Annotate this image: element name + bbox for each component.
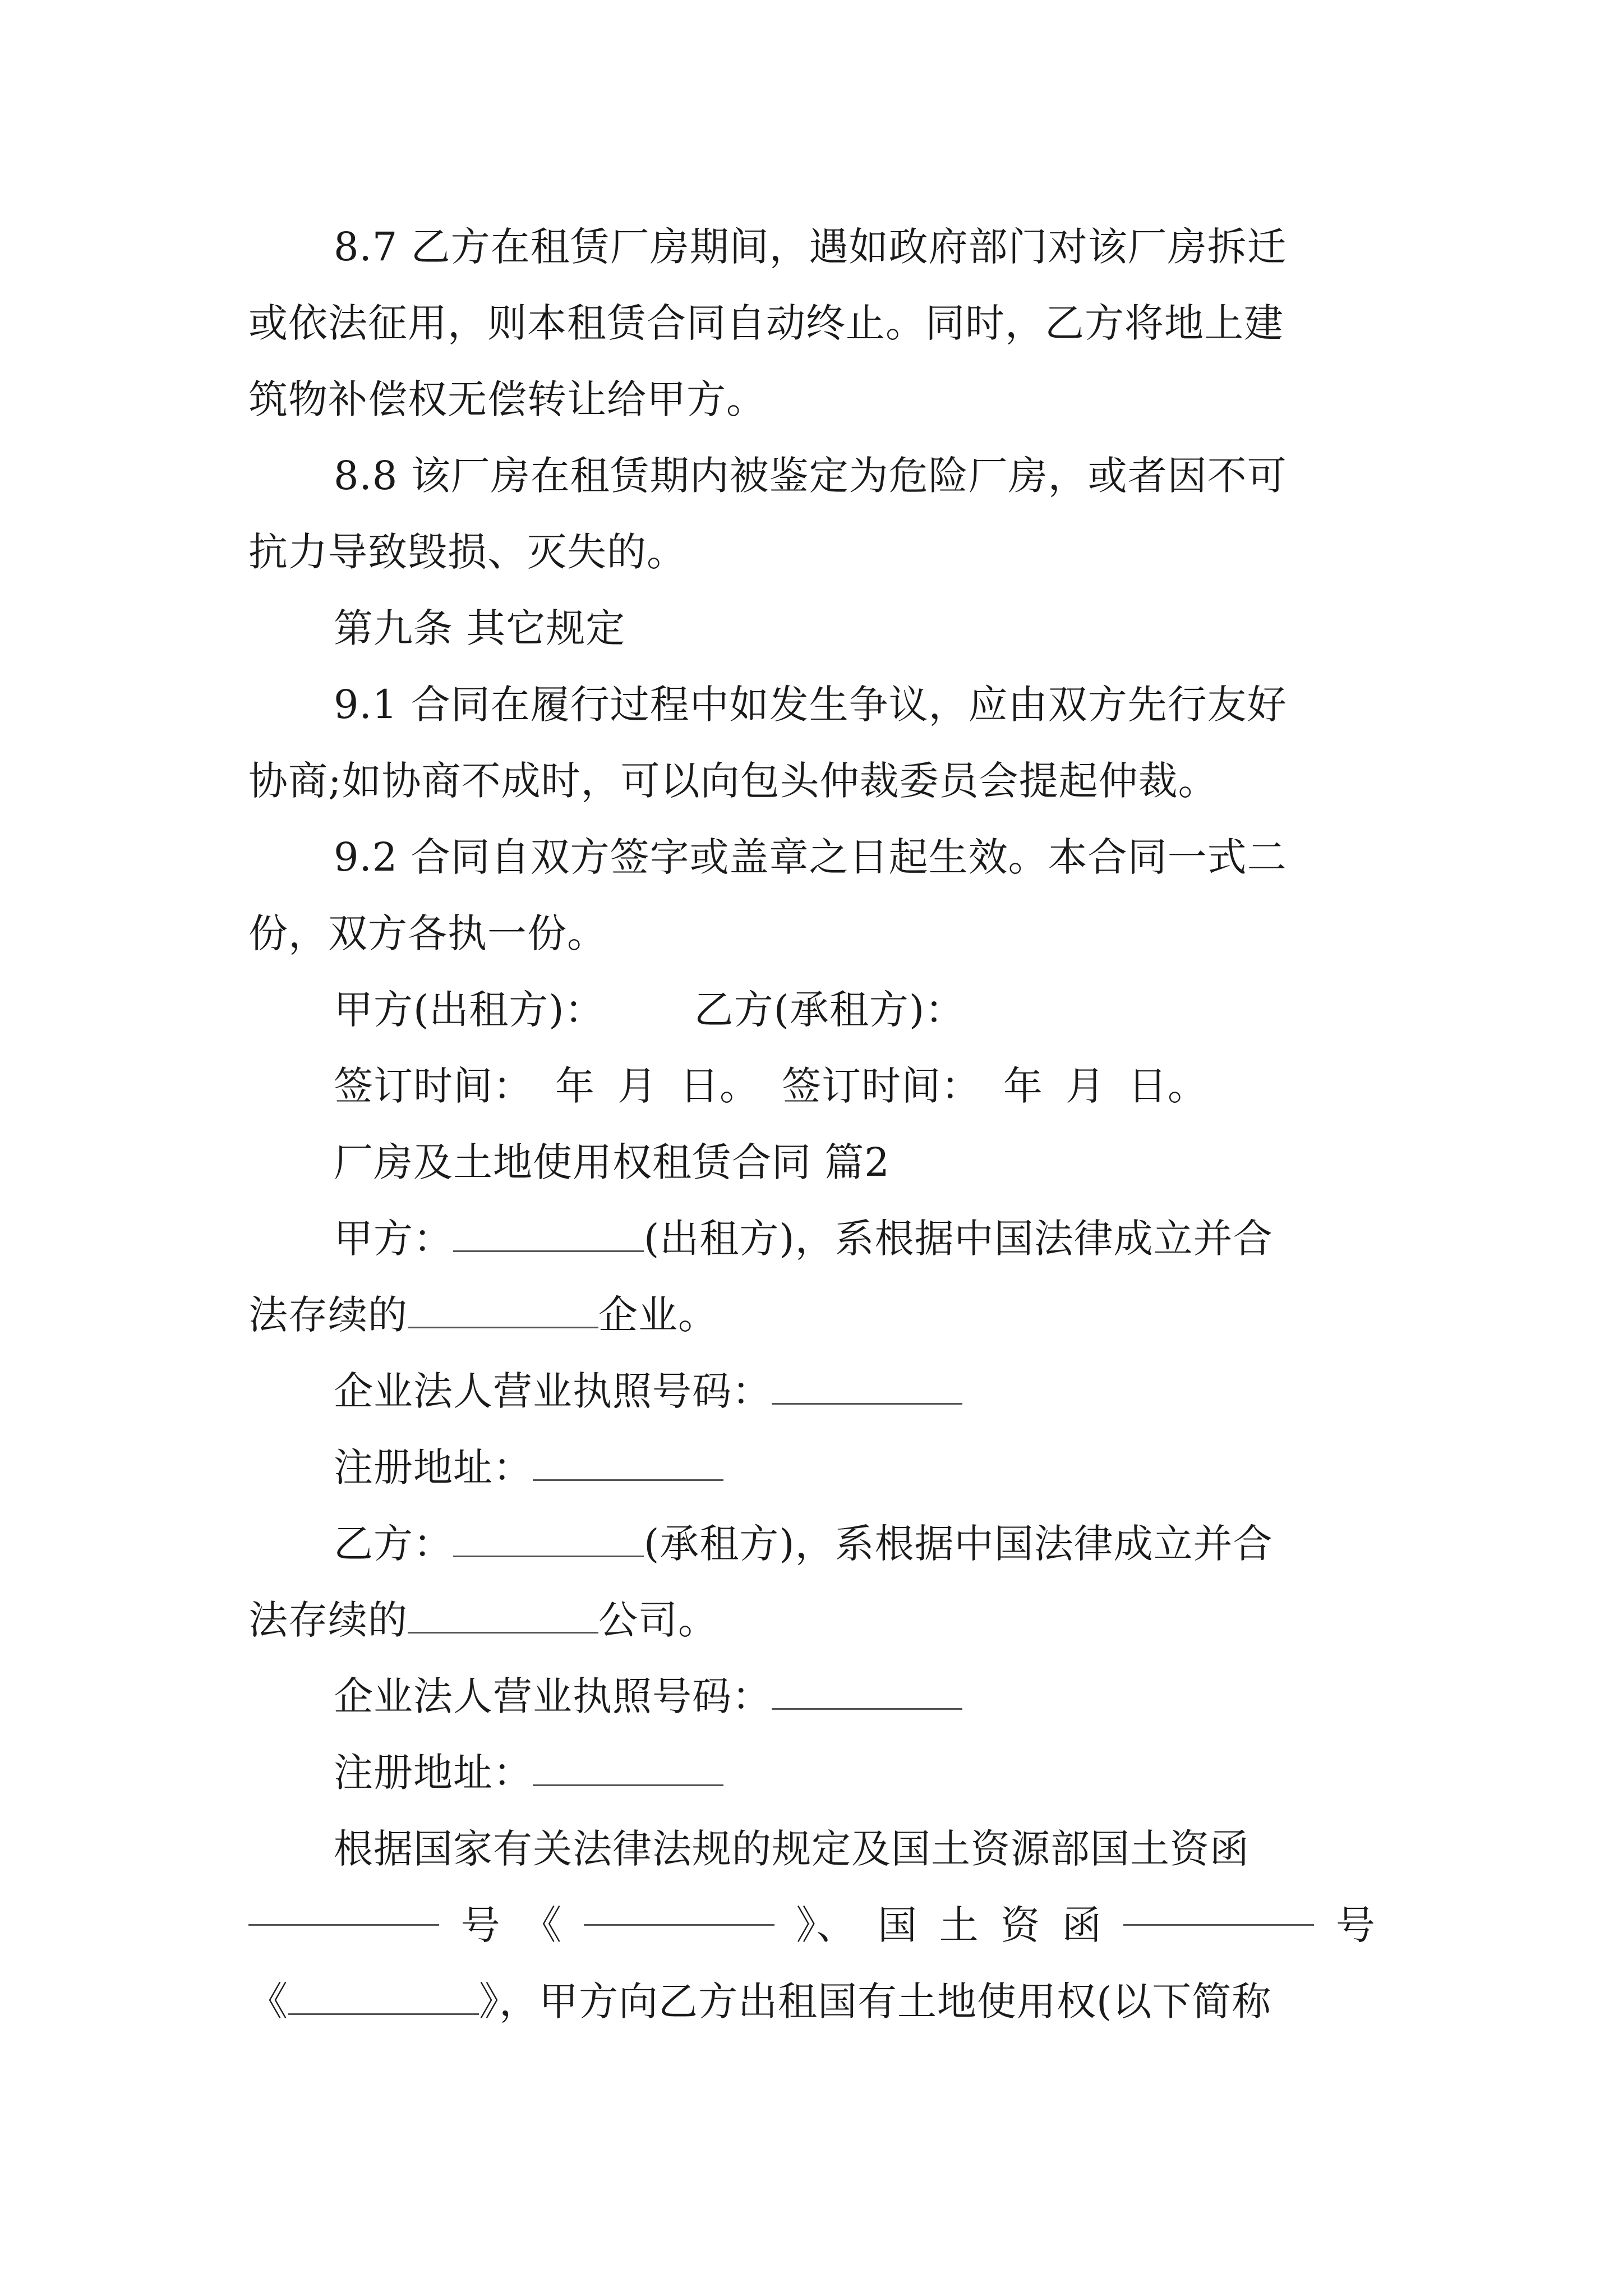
document-body (248, 209, 1376, 2040)
date-day: 日。 (1128, 1063, 1207, 1109)
text: 企业法人营业执照号码： (334, 1673, 772, 1719)
text: 法存续的 (248, 1292, 408, 1338)
text: 8.8 该厂房在租赁期内被鉴定为危险厂房，或者因不可 (334, 453, 1287, 499)
paragraph-line (248, 743, 1376, 819)
text: 份，双方各执一份。 (248, 910, 607, 956)
paragraph-line (248, 1963, 1376, 2040)
paragraph-line (248, 1582, 1376, 1658)
text: 《 (522, 1902, 562, 1948)
blank-field (533, 1747, 723, 1786)
blank-field (248, 1887, 439, 1926)
text: 企业。 (598, 1292, 718, 1338)
text: 资 (1000, 1902, 1041, 1948)
text: (出租方)，系根据中国法律成立并合 (644, 1216, 1273, 1262)
paragraph-line (248, 666, 1376, 743)
date-month: 月 (1066, 1063, 1105, 1109)
text: 甲方： (334, 1216, 453, 1262)
blank-field (408, 1595, 598, 1634)
blank-field (772, 1366, 962, 1405)
text: (承租方)，系根据中国法律成立并合 (644, 1521, 1273, 1567)
text: 抗力导致毁损、灭失的。 (248, 529, 686, 575)
signature-parties-line (248, 972, 1376, 1048)
paragraph-line (248, 1277, 1376, 1353)
text: 》、 (796, 1902, 856, 1948)
date-month: 月 (617, 1063, 657, 1109)
blank-field (1123, 1887, 1314, 1926)
text: 注册地址： (334, 1444, 533, 1490)
date-day: 日。 (680, 1063, 759, 1109)
paragraph-line (248, 1887, 1376, 1963)
paragraph-line (248, 285, 1376, 361)
party-a-label: 甲方(出租方)： (334, 987, 605, 1033)
blank-field (584, 1887, 774, 1926)
text: 国 (877, 1902, 917, 1948)
text: 》，甲方向乙方出租国有土地使用权(以下简称 (479, 1978, 1272, 2024)
blank-field (408, 1290, 598, 1328)
blank-field (533, 1442, 723, 1481)
text: 法存续的 (248, 1597, 408, 1643)
paragraph-line (248, 895, 1376, 972)
text: 厂房及土地使用权租赁合同 篇2 (334, 1139, 890, 1185)
paragraph-line (248, 1429, 1376, 1506)
text: 号 (1335, 1902, 1376, 1948)
signing-date-label: 签订时间： (782, 1063, 981, 1109)
date-year: 年 (555, 1063, 595, 1109)
text: 9.1 合同在履行过程中如发生争议，应由双方先行友好 (334, 682, 1287, 728)
text: 根据国家有关法律法规的规定及国土资源部国土资函 (334, 1826, 1249, 1872)
party-b-label: 乙方(承租方)： (694, 987, 965, 1033)
paragraph-line (248, 819, 1376, 895)
paragraph-line (248, 438, 1376, 514)
paragraph-line (248, 1200, 1376, 1277)
text: 号 (460, 1902, 501, 1948)
blank-field (288, 1976, 479, 2015)
text: 或依法征用，则本租赁合同自动终止。同时，乙方将地上建 (248, 300, 1284, 346)
text: 函 (1062, 1902, 1102, 1948)
blank-field (772, 1671, 962, 1710)
text: 筑物补偿权无偿转让给甲方。 (248, 376, 766, 422)
paragraph-line (248, 209, 1376, 285)
blank-field (453, 1213, 644, 1252)
signing-date-label: 签订时间： (334, 1063, 533, 1109)
paragraph-line (248, 1506, 1376, 1582)
text: 9.2 合同自双方签字或盖章之日起生效。本合同一式二 (334, 834, 1287, 880)
paragraph-line (248, 1734, 1376, 1811)
text: 公司。 (598, 1597, 718, 1643)
paragraph-line (248, 361, 1376, 438)
text: 土 (939, 1902, 979, 1948)
text: 注册地址： (334, 1750, 533, 1796)
section-heading (248, 590, 1376, 666)
text: 乙方： (334, 1521, 453, 1567)
paragraph-line (248, 1658, 1376, 1734)
text: 企业法人营业执照号码： (334, 1368, 772, 1414)
paragraph-line (248, 514, 1376, 590)
paragraph-line (248, 1811, 1376, 1887)
text: 8.7 乙方在租赁厂房期间，遇如政府部门对该厂房拆迁 (334, 224, 1287, 270)
contract-title (248, 1124, 1376, 1200)
text: 协商;如协商不成时，可以向包头仲裁委员会提起仲裁。 (248, 758, 1218, 804)
date-year: 年 (1003, 1063, 1043, 1109)
text: 第九条 其它规定 (334, 605, 626, 651)
paragraph-line (248, 1353, 1376, 1429)
signing-date-line (248, 1048, 1376, 1124)
text: 《 (248, 1978, 288, 2024)
blank-field (453, 1519, 644, 1557)
